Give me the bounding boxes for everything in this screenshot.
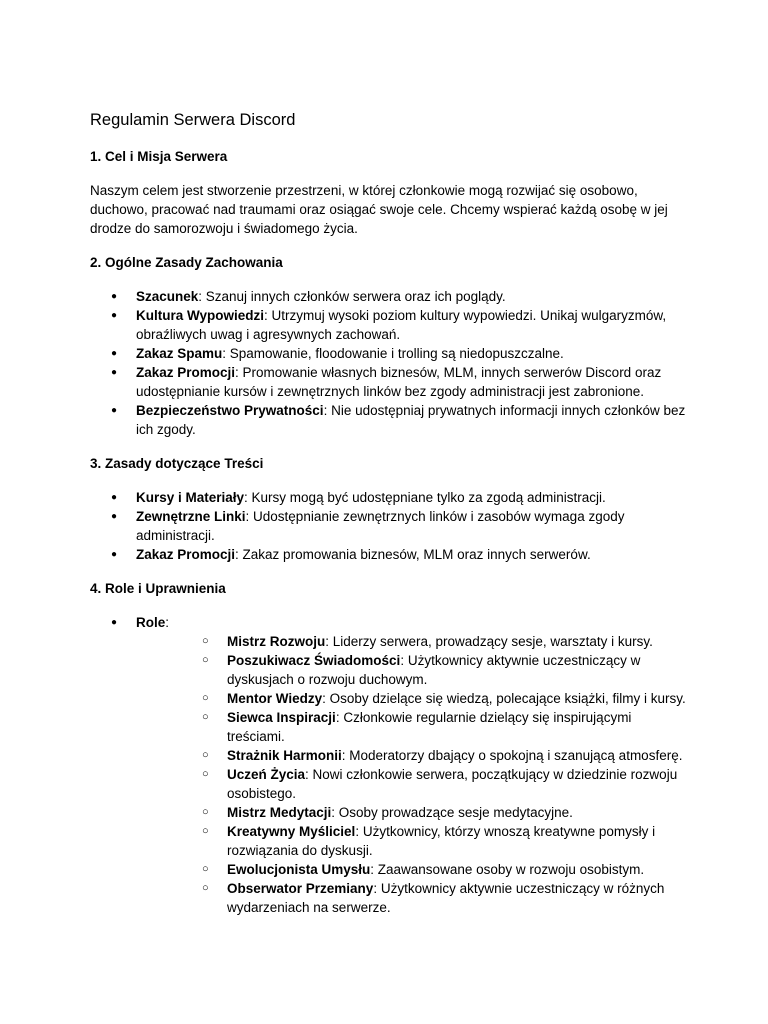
role-term: Mentor Wiedzy [227, 691, 323, 706]
list-item [90, 344, 690, 363]
role-text: : Użytkownicy aktywnie uczestniczący w dyskusjach o rozwoju duchowym. [227, 653, 641, 687]
list-item [90, 363, 690, 401]
section-heading-role-i-uprawnienia: 4. Role i Uprawnienia [90, 581, 226, 596]
section-heading-cel-i-misja: 1. Cel i Misja Serwera [90, 149, 228, 164]
role-text: : Osoby dzielące się wiedzą, polecające książki, filmy i kursy. [322, 691, 686, 706]
role-term: Siewca Inspiracji [227, 710, 336, 725]
rule-term: Zewnętrzne Linki [136, 509, 246, 524]
list-item [90, 545, 690, 564]
section-heading-ogolne-zasady: 2. Ogólne Zasady Zachowania [90, 255, 283, 270]
document-page [90, 108, 690, 917]
role-item [136, 708, 690, 746]
rule-text: : Udostępnianie zewnętrznych linków i zasobów wymaga zgody administracji. [136, 509, 625, 543]
rule-term: Szacunek [136, 289, 199, 304]
role-text: : Liderzy serwera, prowadzący sesje, warsztaty i kursy. [325, 634, 653, 649]
list-item [90, 613, 690, 917]
role-text: : Zaawansowane osoby w rozwoju osobistym. [370, 862, 645, 877]
role-item [136, 879, 690, 917]
mission-paragraph: Naszym celem jest stworzenie przestrzeni, w której członkowie mogą rozwijać się osobowo, duchowo, pracować nad traumami oraz osiągać swoje cele. Chcemy wspierać każdą osobę w jej drodze do samorozwoju i świadomego życia. [90, 183, 668, 236]
role-text: : Nowi członkowie serwera, początkujący w dziedzinie rozwoju osobistego. [227, 767, 678, 801]
rule-term: Zakaz Promocji [136, 365, 236, 380]
role-item [136, 746, 690, 765]
list-item [90, 306, 690, 344]
role-term: Poszukiwacz Świadomości [227, 653, 401, 668]
role-item [136, 803, 690, 822]
rule-text: : Spamowanie, floodowanie i trolling są niedopuszczalne. [222, 346, 564, 361]
content-rules-list [90, 488, 690, 564]
rule-term: Kultura Wypowiedzi [136, 308, 265, 323]
role-text: : Członkowie regularnie dzielący się inspirującymi treściami. [227, 710, 632, 744]
rule-text: : Promowanie własnych biznesów, MLM, innych serwerów Discord oraz udostępnianie kursów i zewnętrznych linków bez zgody administracji jest zabronione. [136, 365, 662, 399]
role-text: : Użytkownicy, którzy wnoszą kreatywne pomysły i rozwiązania do dyskusji. [227, 824, 656, 858]
list-item [90, 287, 690, 306]
list-item [90, 401, 690, 439]
rule-term: Zakaz Promocji [136, 547, 236, 562]
document-title: Regulamin Serwera Discord [90, 111, 296, 129]
list-item [90, 507, 690, 545]
rule-term: Kursy i Materiały [136, 490, 245, 505]
role-term: Mistrz Medytacji [227, 805, 332, 820]
role-term: Strażnik Harmonii [227, 748, 342, 763]
role-text: : Osoby prowadzące sesje medytacyjne. [331, 805, 573, 820]
rule-text: : Kursy mogą być udostępniane tylko za zgodą administracji. [244, 490, 606, 505]
roles-list [90, 613, 690, 917]
roles-colon: : [165, 615, 170, 630]
role-text: : Użytkownicy aktywnie uczestniczący w różnych wydarzeniach na serwerze. [227, 881, 665, 915]
role-item [136, 632, 690, 651]
rule-text: : Nie udostępniaj prywatnych informacji innych członków bez ich zgody. [136, 403, 686, 437]
role-item [136, 765, 690, 803]
role-text: : Moderatorzy dbający o spokojną i szanującą atmosferę. [341, 748, 683, 763]
role-term: Ewolucjonista Umysłu [227, 862, 371, 877]
general-rules-list [90, 287, 690, 439]
roles-sublist [136, 632, 690, 917]
rule-text: : Zakaz promowania biznesów, MLM oraz innych serwerów. [235, 547, 591, 562]
roles-term: Role [136, 615, 166, 630]
role-item [136, 822, 690, 860]
rule-text: : Szanuj innych członków serwera oraz ich poglądy. [198, 289, 506, 304]
role-item [136, 689, 690, 708]
role-term: Mistrz Rozwoju [227, 634, 326, 649]
role-term: Uczeń Życia [227, 767, 306, 782]
rule-text: : Utrzymuj wysoki poziom kultury wypowiedzi. Unikaj wulgaryzmów, obraźliwych uwag i agresywnych zachowań. [136, 308, 667, 342]
section-heading-zasady-tresci: 3. Zasady dotyczące Treści [90, 456, 264, 471]
rule-term: Bezpieczeństwo Prywatności [136, 403, 324, 418]
role-item [136, 651, 690, 689]
role-term: Kreatywny Myśliciel [227, 824, 356, 839]
list-item [90, 488, 690, 507]
role-term: Obserwator Przemiany [227, 881, 374, 896]
role-item [136, 860, 690, 879]
rule-term: Zakaz Spamu [136, 346, 223, 361]
